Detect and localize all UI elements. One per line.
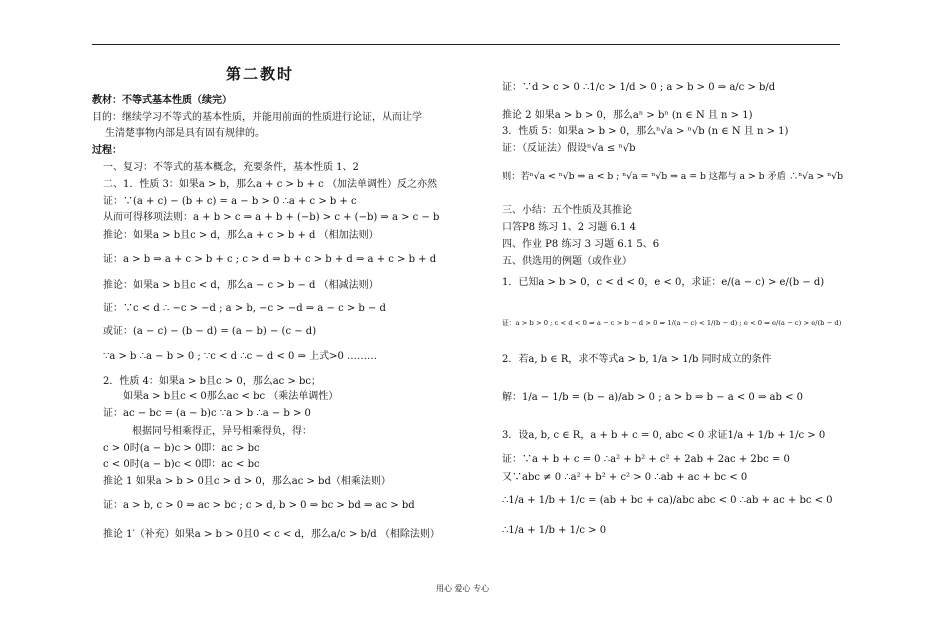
right-line-10 [502, 317, 841, 329]
header-rule [92, 44, 840, 45]
right-line-9 [502, 277, 824, 289]
left-text-10: 推论：如果a > b且c < d，那么a − c > b − d （相减法则） [103, 280, 379, 291]
right-line-11 [502, 354, 772, 366]
left-text-9: 证：a > b ⇒ a + c > b + c ; c > d ⇒ b + c > b + d ⇒ a + c > b + d [103, 254, 437, 265]
right-text-12: 解：1/a − 1/b = (b − a)/ab > 0 ; a > b ⇒ b − a < 0 ⇒ ab < 0 [502, 392, 803, 403]
right-line-17 [502, 525, 606, 537]
right-line-7 [502, 239, 659, 251]
left-text-3: 过程： [92, 145, 122, 156]
left-line-18 [103, 443, 260, 455]
left-line-15 [123, 391, 338, 403]
right-text-5: 三、小结：五个性质及其推论 [502, 205, 632, 216]
left-text-2: 生清楚事物内部是具有固有规律的。 [105, 128, 265, 139]
right-text-6: 口答P8 练习 1、2 习题 6.1 4 [502, 222, 636, 233]
left-text-6: 证：∵(a + c) − (b + c) = a − b > 0 ∴a + c > b + c [103, 196, 357, 207]
right-line-14 [502, 454, 790, 466]
left-line-17 [132, 426, 312, 438]
left-text-14: 2．性质 4：如果a > b且c > 0，那么ac > bc； [103, 376, 322, 387]
left-line-16 [103, 408, 311, 420]
right-line-16 [502, 495, 833, 507]
right-line-5 [502, 205, 632, 217]
right-text-4: 则：若ⁿ√a < ⁿ√b ⇒ a < b ; ⁿ√a = ⁿ√b ⇒ a = b 这都与 a > b 矛盾 ∴ⁿ√a > ⁿ√b [502, 171, 844, 182]
left-line-20 [103, 476, 391, 488]
left-line-9 [103, 254, 436, 266]
right-text-17: ∴1/a + 1/b + 1/c > 0 [502, 525, 607, 536]
right-text-14: 证：∵a + b + c = 0 ∴a² + b² + c² + 2ab + 2ac + 2bc = 0 [502, 454, 790, 465]
right-line-3 [502, 143, 636, 155]
right-text-7: 四、作业 P8 练习 3 习题 6.1 5、6 [502, 239, 660, 250]
left-line-22 [103, 529, 440, 541]
left-text-5: 二、1．性质 3：如果a > b，那么a + c > b + c （加法单调性）反之亦然 [103, 179, 437, 190]
right-text-9: 1．已知a > b > 0，c < d < 0，e < 0，求证：e/(a − c) > e/(b − d) [502, 277, 825, 288]
left-line-5 [103, 179, 437, 191]
left-text-12: 或证：(a − c) − (b − d) = (a − b) − (c − d) [103, 326, 317, 337]
left-text-0: 教材：不等式基本性质（续完） [92, 95, 232, 106]
right-text-11: 2．若a, b ∈ R，求不等式a > b, 1/a > 1/b 同时成立的条件 [502, 354, 772, 365]
right-line-13 [502, 430, 825, 442]
left-text-16: 证：ac − bc = (a − b)c ∵a > b ∴a − b > 0 [103, 408, 311, 419]
right-line-2 [502, 126, 788, 138]
right-line-1 [502, 110, 753, 122]
left-text-19: c < 0时(a − b)c < 0即：ac < bc [103, 459, 260, 470]
page-title: 第二教时 [226, 65, 295, 83]
left-line-7 [103, 212, 439, 224]
right-line-0 [502, 82, 775, 94]
right-line-15 [502, 472, 747, 484]
right-text-10: 证：a > b > 0 ; c < d < 0 ⇒ a − c > b − d > 0 ⇒ 1/(a − c) < 1/(b − d) ; e < 0 ⇒ e/(a − c) > e/(b − d) [502, 319, 842, 327]
right-line-6 [502, 222, 636, 234]
left-text-21: 证：a > b, c > 0 ⇒ ac > bc ; c > d, b > 0 ⇒ bc > bd ⇒ ac > bd [103, 500, 415, 511]
left-line-0 [92, 95, 232, 107]
left-line-13 [103, 351, 377, 363]
left-text-4: 一、复习：不等式的基本概念，充要条件，基本性质 1、2 [103, 162, 359, 173]
right-text-13: 3．设a, b, c ∈ R，a + b + c = 0, abc < 0 求证1/a + 1/b + 1/c > 0 [502, 430, 826, 441]
left-line-19 [103, 459, 260, 471]
right-text-16: ∴1/a + 1/b + 1/c = (ab + bc + ca)/abc abc < 0 ∴ab + ac + bc < 0 [502, 495, 833, 506]
left-text-1: 目的：继续学习不等式的基本性质，并能用前面的性质进行论证，从而让学 [92, 112, 422, 123]
right-line-4 [502, 171, 843, 183]
left-text-17: 根据同号相乘得正，异号相乘得负，得： [132, 426, 312, 437]
right-text-0: 证：∵d > c > 0 ∴1/c > 1/d > 0 ; a > b > 0 ⇒ a/c > b/d [502, 82, 776, 93]
right-text-15: 又∵abc ≠ 0 ∴a² + b² + c² > 0 ∴ab + ac + bc < 0 [502, 472, 748, 483]
left-line-2 [105, 128, 265, 140]
page-footer: 用心 爱心 专心 [436, 584, 490, 593]
left-line-3 [92, 145, 122, 157]
left-text-11: 证：∵c < d ∴ −c > −d ; a > b, −c > −d ⇒ a − c > b − d [103, 303, 386, 314]
left-text-7: 从而可得移项法则：a + b > c ⇒ a + b + (−b) > c + (−b) ⇒ a > c − b [103, 212, 440, 223]
right-line-12 [502, 392, 803, 404]
right-text-2: 3．性质 5：如果a > b > 0，那么ⁿ√a > ⁿ√b (n ∈ N 且 n > 1) [502, 126, 789, 137]
left-line-1 [92, 112, 422, 124]
left-text-22: 推论 1′（补充）如果a > b > 0且0 < c < d，那么a/c > b/d （相除法则） [103, 529, 440, 540]
left-text-8: 推论：如果a > b且c > d，那么a + c > b + d （相加法则） [103, 230, 379, 241]
left-line-21 [103, 500, 415, 512]
left-line-6 [103, 196, 357, 208]
left-line-14 [103, 376, 321, 388]
left-line-12 [103, 326, 316, 338]
left-text-18: c > 0时(a − b)c > 0即：ac > bc [103, 443, 260, 454]
left-text-13: ∵a > b ∴a − b > 0 ; ∵c < d ∴c − d < 0 ⇒ 上式>0 ……… [103, 351, 378, 362]
left-text-20: 推论 1 如果a > b > 0且c > d > 0，那么ac > bd（相乘法则） [103, 476, 391, 487]
right-line-8 [502, 256, 632, 268]
left-line-8 [103, 230, 379, 242]
right-text-8: 五、供选用的例题（或作业） [502, 256, 632, 267]
right-text-3: 证：（反证法）假设ⁿ√a ≤ ⁿ√b [502, 143, 636, 154]
left-line-10 [103, 280, 379, 292]
right-text-1: 推论 2 如果a > b > 0，那么aⁿ > bⁿ (n ∈ N 且 n > 1) [502, 110, 753, 121]
left-line-4 [103, 162, 359, 174]
left-text-15: 如果a > b且c < 0那么ac < bc （乘法单调性） [123, 391, 339, 402]
left-line-11 [103, 303, 386, 315]
